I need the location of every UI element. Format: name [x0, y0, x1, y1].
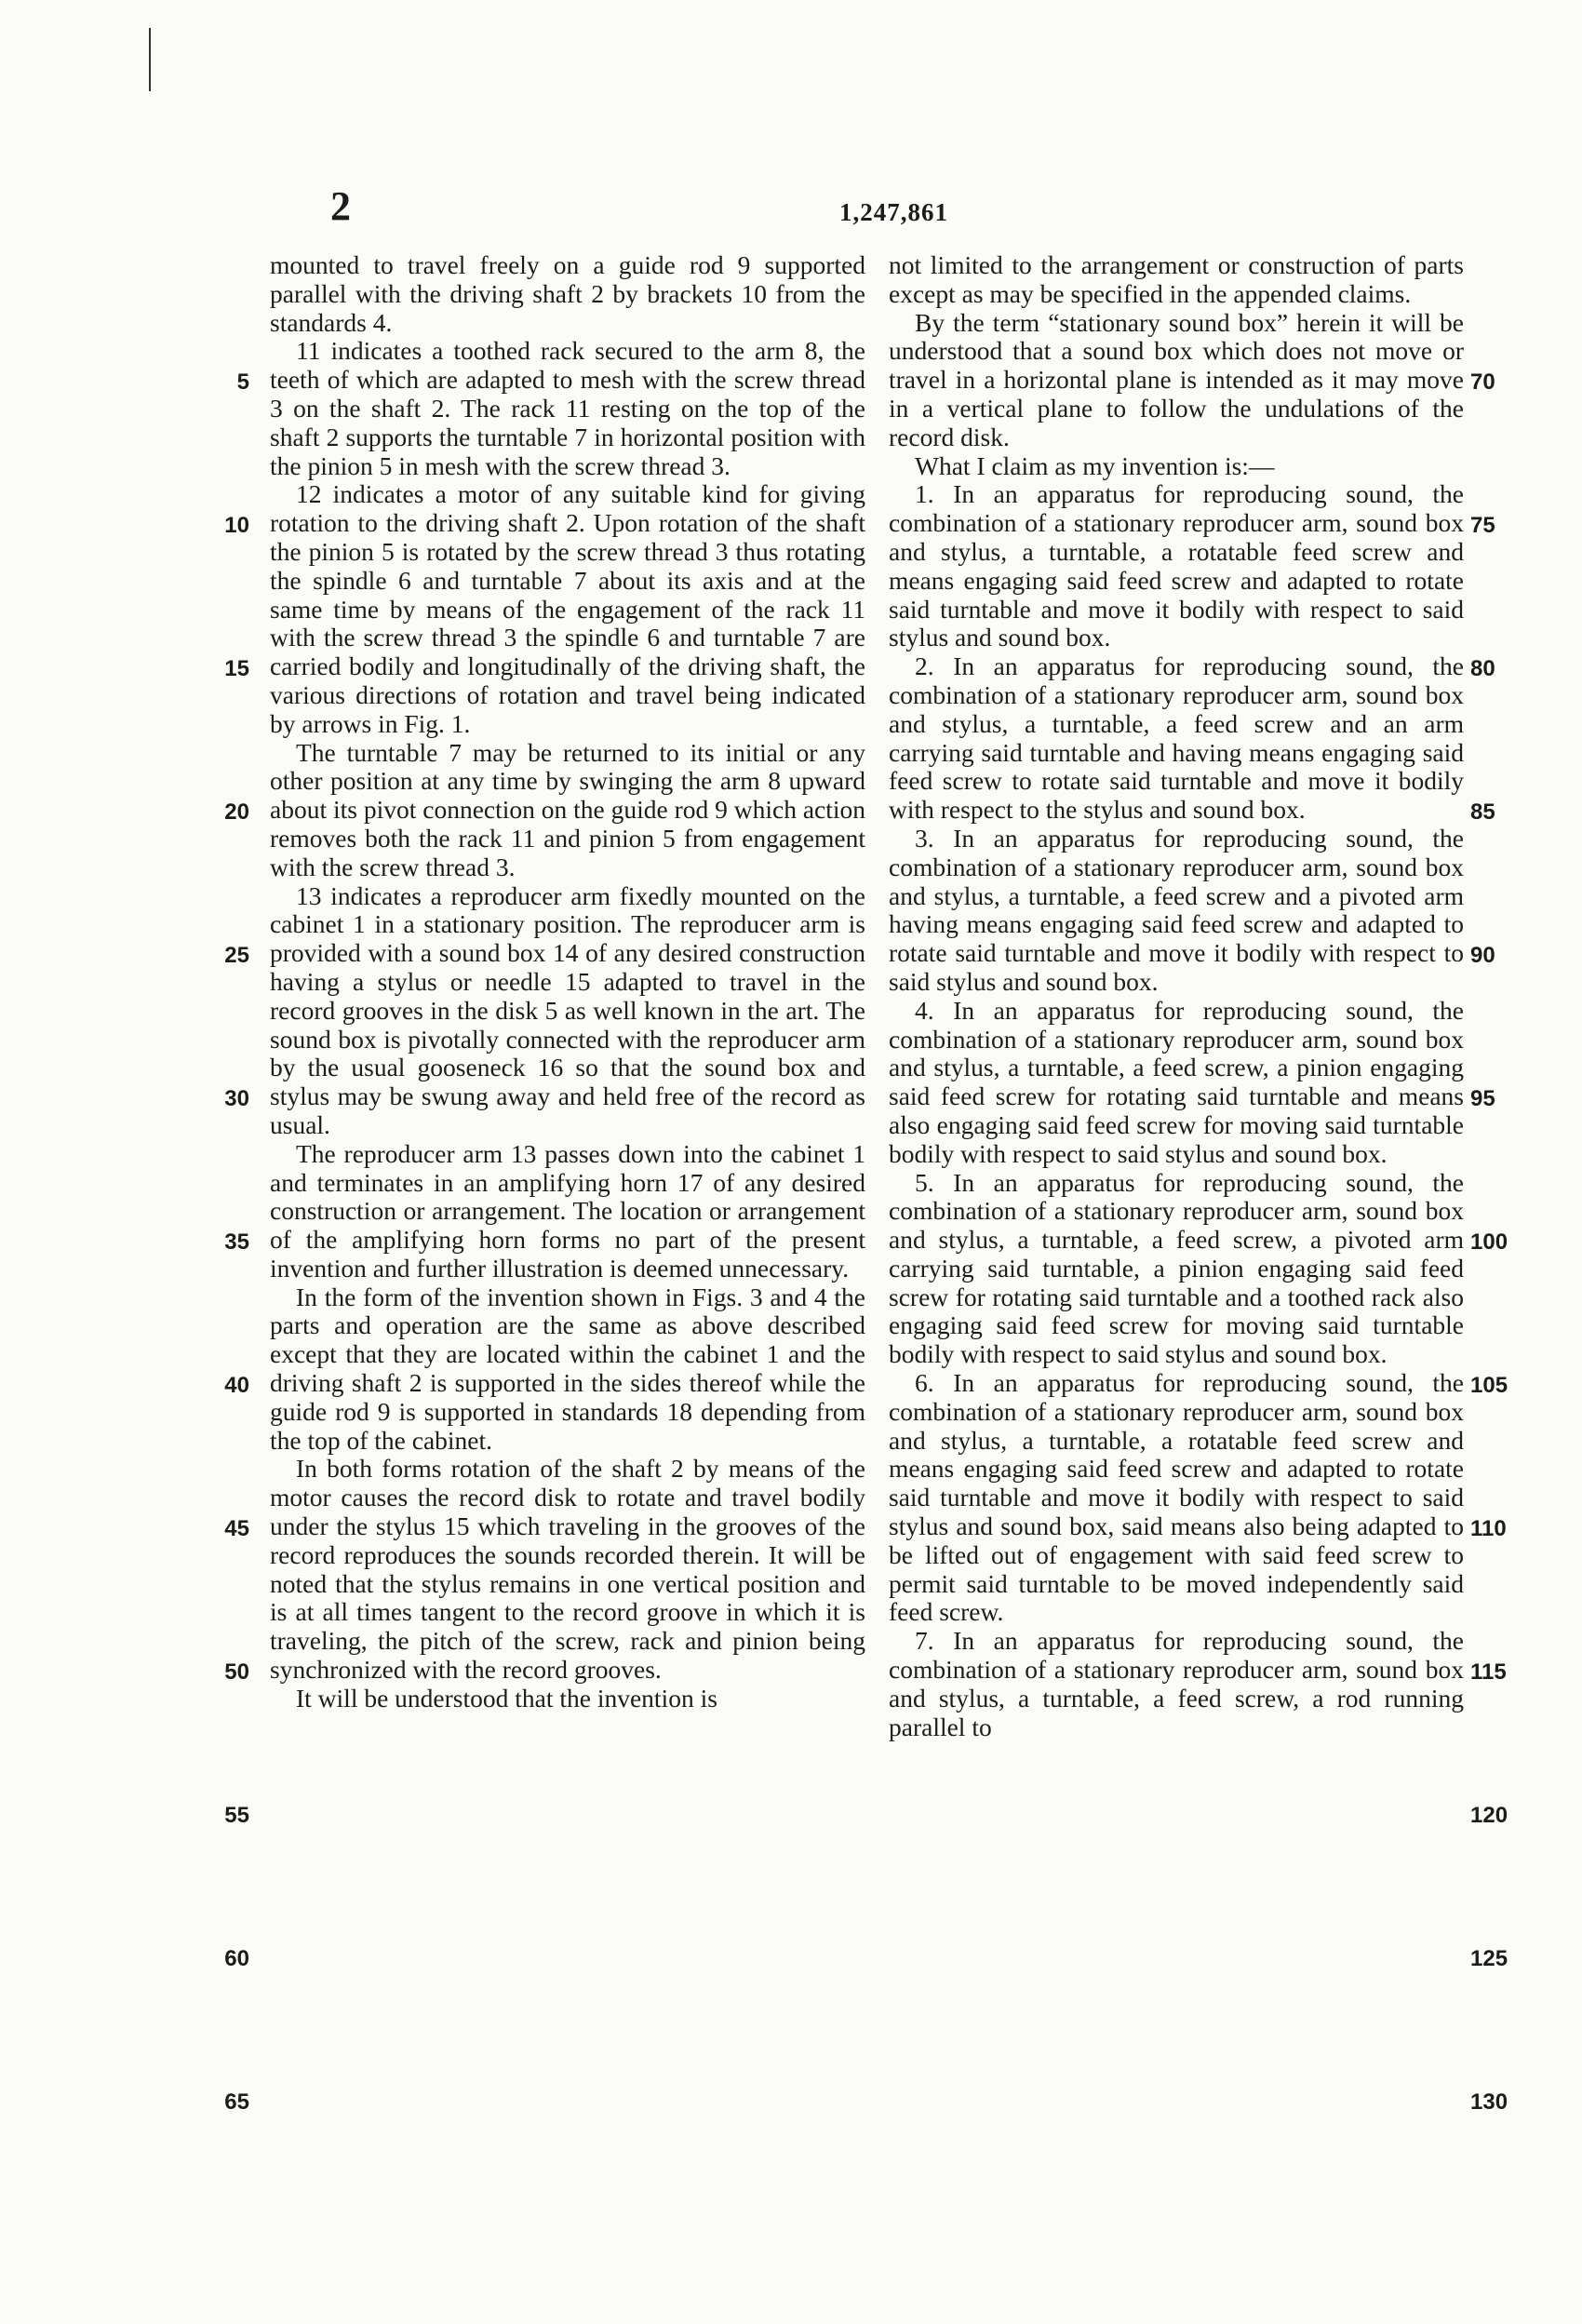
line-number: 100: [1470, 1229, 1508, 1256]
patent-number: 1,247,861: [839, 198, 948, 226]
paragraph: By the term “stationary sound box” herein it will be understood that a sound box which does not move or travel in a horizontal plane is intended as it may move in a vertical plane to follow the undulations of the record disk.: [889, 307, 1464, 451]
paragraph: In both forms rotation of the shaft 2 by means of the motor causes the record disk to rotate and travel bodily under the stylus 15 which traveling in the grooves of the record reproduces the sounds recorded therein. It will be noted that the stylus remains in one vertical position and is at all times tangent to the record groove in which it is traveling, the pitch of the screw, rack and pinion being synchronized with the record grooves.: [270, 1454, 865, 1685]
paragraph: In the form of the invention shown in Figs. 3 and 4 the parts and operation are the same as above described except that they are located within the cabinet 1 and the driving shaft 2 is supported in the sides thereof while the guide rod 9 is supported in standards 18 depending from the top of the cabinet.: [270, 1282, 865, 1455]
line-number: 30: [224, 1086, 249, 1112]
paragraph: 13 indicates a reproducer arm fixedly mounted on the cabinet 1 in a stationary position. The reproducer arm is provided with a sound box 14 of any desired construction having a stylus or needle 15 adapted to travel in the record grooves in the disk 5 as well known in the art. The sound box is pivotally connected with the reproducer arm by the usual gooseneck 16 so that the sound box and stylus may be swung away and held free of the record as usual.: [270, 880, 865, 1139]
right-text-column: [889, 251, 1464, 1741]
paragraph: 3. In an apparatus for reproducing sound, the combination of a stationary reproducer arm, sound box and stylus, a turntable, a feed screw and a pivoted arm having means engaging said feed screw and adapted to rotate said turntable and move it bodily with respect to said stylus and sound box.: [889, 823, 1464, 996]
page-number: 2: [330, 183, 351, 229]
line-number: 15: [224, 656, 249, 682]
line-number: 25: [224, 943, 249, 969]
line-number: 45: [224, 1516, 249, 1542]
line-number: 60: [224, 1946, 249, 1972]
line-number: 20: [224, 799, 249, 826]
paragraph: 2. In an apparatus for reproducing sound, the combination of a stationary reproducer arm, sound box and stylus, a turntable, a feed screw and an arm carrying said turntable and having means engaging said feed screw to rotate said turntable and move it bodily with respect to the stylus and sound box.: [889, 652, 1464, 825]
paragraph: The turntable 7 may be returned to its initial or any other position at any time by swinging the arm 8 upward about its pivot connection on the guide rod 9 which action removes both the rack 11 and pinion 5 from engagement with the screw thread 3.: [270, 737, 866, 881]
line-number: 35: [224, 1229, 249, 1256]
line-number: 95: [1470, 1086, 1495, 1112]
paragraph: 7. In an apparatus for reproducing sound, the combination of a stationary reproducer arm, sound box and stylus, a turntable, a feed screw, a rod running parallel to: [889, 1626, 1464, 1741]
paragraph: 1. In an apparatus for reproducing sound, the combination of a stationary reproducer arm, sound box and stylus, a turntable, a rotatable feed screw and means engaging said feed screw and adapted to rotate said turntable and move it bodily with respect to said stylus and sound box.: [889, 479, 1464, 652]
line-number: 55: [224, 1803, 249, 1829]
line-number: 5: [236, 369, 249, 396]
line-number: 90: [1470, 943, 1495, 969]
left-text-column: [270, 251, 865, 1713]
line-number: 125: [1470, 1946, 1508, 1972]
paragraph: What I claim as my invention is:—: [915, 450, 1275, 480]
line-number: 130: [1470, 2089, 1508, 2116]
paragraph: mounted to travel freely on a guide rod 9 supported parallel with the driving shaft 2 by brackets 10 from the standards 4.: [270, 250, 865, 337]
line-number: 40: [224, 1373, 249, 1399]
line-number: 115: [1470, 1659, 1507, 1686]
line-number: 120: [1470, 1803, 1508, 1829]
line-number: 75: [1470, 513, 1495, 539]
paragraph: not limited to the arrangement or construction of parts except as may be specified in the appended claims.: [889, 250, 1464, 308]
paragraph: It will be understood that the invention is: [296, 1683, 717, 1713]
line-number: 10: [224, 513, 249, 539]
paragraph: 6. In an apparatus for reproducing sound, the combination of a stationary reproducer arm, sound box and stylus, a turntable, a rotatable feed screw and means engaging said feed screw and adapted to rotate said turntable and move it bodily with respect to said stylus and sound box, said means also being adapted to be lifted out of engagement with said feed screw to permit said turntable to be moved independently said feed screw.: [889, 1368, 1464, 1627]
line-number: 70: [1470, 369, 1495, 396]
paragraph: 4. In an apparatus for reproducing sound, the combination of a stationary reproducer arm, sound box and stylus, a turntable, a feed screw, a pinion engaging said feed screw for rotating said turntable and means also engaging said feed screw for moving said turntable bodily with respect to said stylus and sound box.: [889, 995, 1464, 1168]
line-number: 50: [224, 1659, 249, 1686]
line-number: 80: [1470, 656, 1495, 682]
line-number: 65: [224, 2089, 249, 2116]
line-number: 105: [1470, 1373, 1508, 1399]
line-number: 110: [1470, 1516, 1507, 1542]
margin-mark: [149, 28, 151, 91]
paragraph: The reproducer arm 13 passes down into the cabinet 1 and terminates in an amplifying horn 17 of any desired construction or arrangement. The location or arrangement of the amplifying horn forms no part of the present invention and further illustration is deemed unnecessary.: [270, 1138, 865, 1283]
paragraph: 12 indicates a motor of any suitable kind for giving rotation to the driving shaft 2. Upon rotation of the shaft the pinion 5 is rotated by the screw thread 3 thus rotating the spindle 6 and turntable 7 about its axis and at the same time by means of the engagement of the rack 11 with the screw thread 3 the spindle 6 and turntable 7 are carried bodily and longitudinally of the driving shaft, the various directions of rotation and travel being indicated by arrows in Fig. 1.: [270, 479, 865, 738]
paragraph: 5. In an apparatus for reproducing sound, the combination of a stationary reproducer arm, sound box and stylus, a turntable, a feed screw, a pivoted arm carrying said turntable, a pinion engaging said feed screw for rotating said turntable and a toothed rack also engaging said feed screw for moving said turntable bodily with respect to said stylus and sound box.: [889, 1167, 1464, 1369]
line-number: 85: [1470, 799, 1495, 826]
paragraph: 11 indicates a toothed rack secured to the arm 8, the teeth of which are adapted to mesh with the screw thread 3 on the shaft 2. The rack 11 resting on the top of the shaft 2 supports the turntable 7 in horizontal position with the pinion 5 in mesh with the screw thread 3.: [270, 336, 865, 480]
